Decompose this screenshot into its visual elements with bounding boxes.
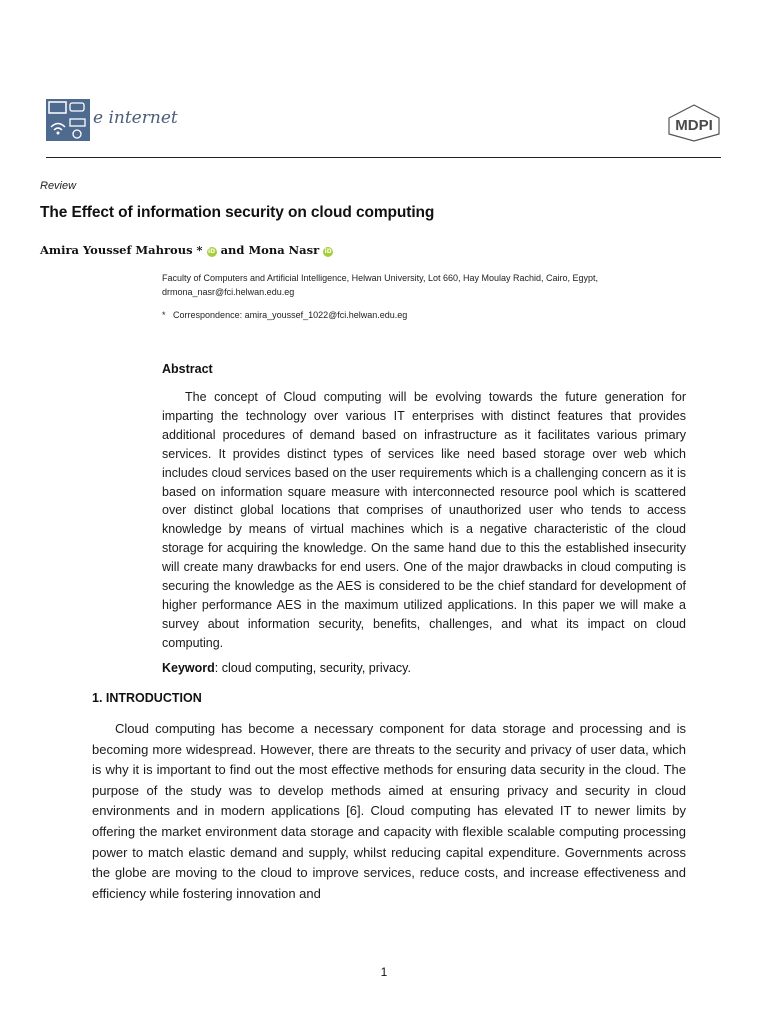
author-name[interactable]: Mona Nasr: [248, 243, 320, 257]
keywords: [162, 661, 411, 675]
correspondence: [162, 308, 407, 322]
mdpi-logo: [664, 104, 724, 142]
journal-name: e internet: [93, 108, 178, 128]
abstract-heading: Abstract: [162, 362, 213, 376]
journal-logo: [46, 99, 206, 143]
affiliation: Faculty of Computers and Artificial Intelligence, Helwan University, Lot 660, Hay Moulay Rachid, Cairo, Egypt, drmona_nasr@fci.helwan.edu.eg: [162, 273, 599, 297]
article-title: The Effect of information security on cloud computing: [40, 204, 435, 221]
author-connector: and: [220, 243, 249, 257]
orcid-icon[interactable]: iD: [208, 248, 216, 255]
introduction-body: Cloud computing has become a necessary component for data storage and processing and is becoming more widespread. However, there are threats to the security and privacy of user data, which is why it is important to find out the most effective methods for ensuring data security in the cloud. The purpose of the study was to develop methods aimed at ensuring privacy and security in cloud environments and in modern applications [6]. Cloud computing has elevated IT to newer limits by offering the market environment data storage and capacity with flexible scalable computing processing power to match elastic demand and supply, whilst reducing capital expenditure. Governments across the globe are moving to the cloud to improve services, reduce costs, and increase effectiveness and efficiency while fostering innovation and: [92, 721, 686, 901]
section-heading-introduction: 1. INTRODUCTION: [92, 691, 202, 705]
correspondence-text: Correspondence: amira_youssef_1022@fci.helwan.edu.eg: [173, 310, 408, 320]
abstract-body: The concept of Cloud computing will be evolving towards the future generation for imparting the technology over various IT enterprises with distinct features that provides additional procedures of demand based on infrastructure as it facilitates various primary services. It provides distinct types of services like need based storage over web which includes cloud services based on the user requirements which is a challenging concern as it is based on information square measure with interconnected resource pool which is scattered over distinct global locations that comprises of unauthorized user who tends to access knowledge by means of virtual machines which is a negative characteristic of the cloud storage for acquiring the knowledge. On the same hand due to this the established insecurity will create many drawbacks for end users. One of the major drawbacks in cloud computing is securing the knowledge as the AES is considered to be the chief standard for development of higher performance AES in the maximum utilized applications. In this paper we will make a survey about information security, benefits, challenges, and what its impact on cloud computing.: [162, 390, 686, 650]
author-list: [40, 243, 333, 257]
article-type: Review: [40, 180, 77, 192]
journal-icon: [46, 99, 90, 141]
keywords-label: Keyword: [162, 661, 215, 675]
orcid-icon[interactable]: iD: [324, 248, 332, 255]
keywords-value: : cloud computing, security, privacy.: [214, 661, 411, 675]
header-divider: [46, 157, 721, 158]
author-name[interactable]: Amira Youssef Mahrous *: [40, 243, 203, 257]
page-number: 1: [380, 965, 388, 979]
mdpi-logo-text: MDPI: [675, 117, 713, 134]
correspondence-marker: *: [162, 310, 166, 320]
